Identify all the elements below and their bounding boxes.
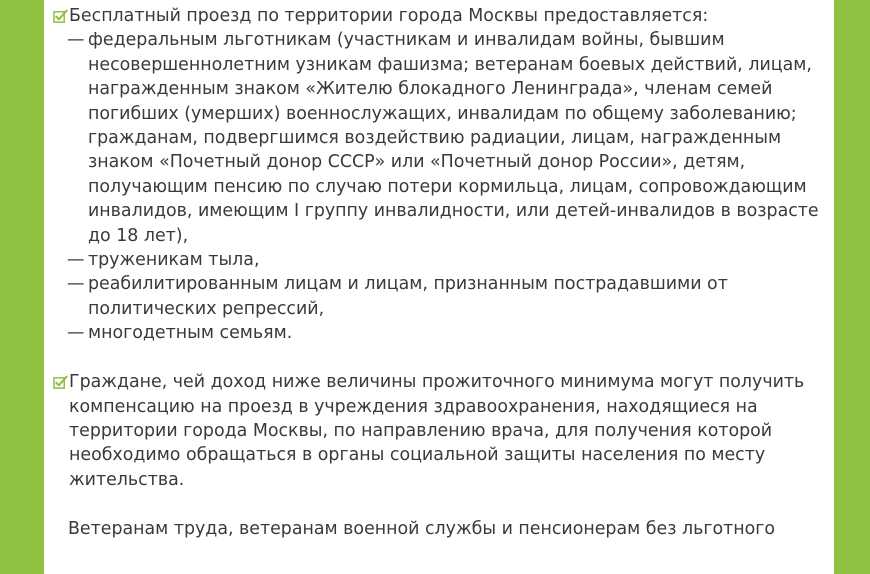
list-item-text: федеральным льготникам (участникам и инвалидам войны, бывшим несовершеннолетним узникам фашизма; ветеранам боевых действий, лицам, награжденным знаком «Жителю блокадного Ленинграда», членам семей погибших (умерших) военнослужащих, инвалидам по общему заболеванию; гражданам, подвергшимся воздействию радиации, лицам, награжденным знаком «Почетный донор СССР» или «Почетный донор России», детям, получающим пенсию по случаю потери кормильца, лицам, сопровождающим инвалидов, имеющим I группу инвалидности, или детей-инвалидов в возрасте до 18 лет), [88, 30, 819, 246]
dash-marker: — [67, 30, 85, 51]
document-content [54, 4, 829, 541]
veterans-paragraph-text: Ветеранам труда, ветеранам военной службы и пенсионерам без льготного [68, 518, 776, 539]
list-item-text: реабилитированным лицам и лицам, признанным пострадавшими от политических репрессий, [88, 274, 728, 319]
dash-marker: — [67, 323, 85, 344]
veterans-section [54, 517, 829, 541]
compensation-paragraph [54, 370, 829, 492]
compensation-paragraph-text: Граждане, чей доход ниже величины прожиточного минимума могут получить компенсацию на проезд в учреждения здравоохранения, находящиеся на территории города Москвы, по направлению врача, для получения которой необходимо обращаться в органы социальной защиты населения по месту жительства. [69, 372, 805, 490]
check-mark-icon [53, 9, 68, 24]
list-item-text: труженикам тыла, [88, 250, 260, 271]
dash-marker: — [67, 274, 85, 295]
dash-marker: — [67, 250, 85, 271]
document-panel [44, 0, 834, 574]
compensation-section [54, 370, 829, 492]
free-travel-heading [54, 4, 829, 28]
list-item [54, 272, 829, 321]
free-travel-heading-text: Бесплатный проезд по территории города Москвы предоставляется: [69, 6, 709, 26]
list-item [54, 248, 829, 272]
free-travel-section [54, 4, 829, 346]
list-item [54, 321, 829, 345]
list-item [54, 28, 829, 248]
check-mark-icon [53, 375, 68, 390]
list-item-text: многодетным семьям. [88, 323, 293, 344]
